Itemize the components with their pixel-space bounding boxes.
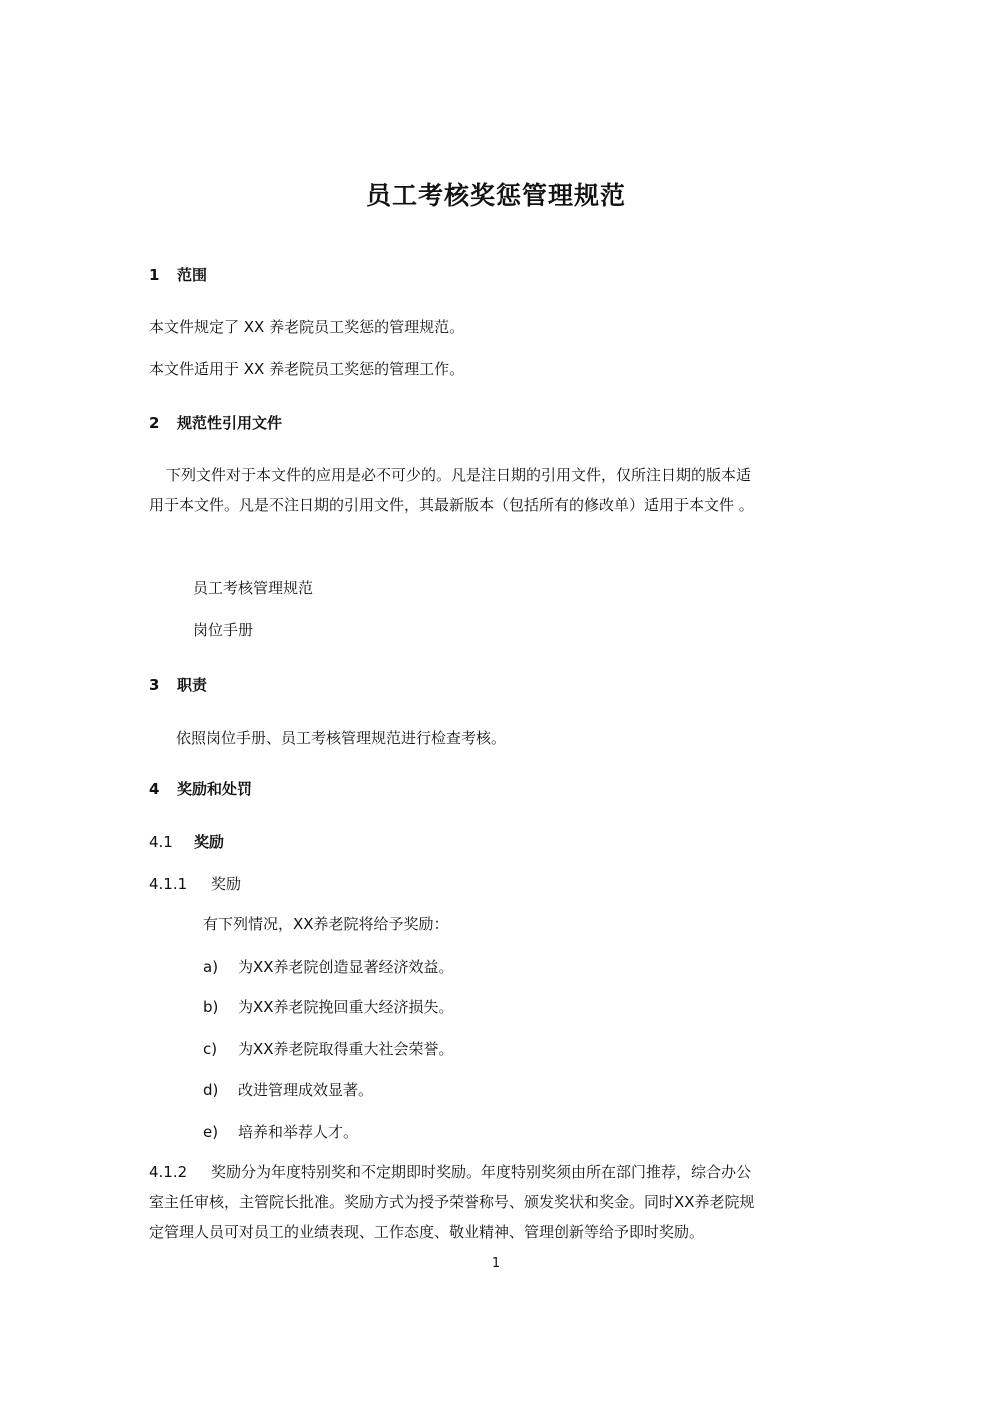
section-3-title: 职责 [177,676,208,694]
list-item-label: d) [203,1081,219,1099]
list-item-label: a) [203,958,219,976]
list-item [203,1038,454,1059]
section-1-heading [149,264,207,285]
section-3-heading [149,674,207,695]
section-4-1-1-number: 4.1.1 [149,875,188,893]
list-item-text: 改进管理成效显著。 [238,1081,374,1099]
section-4-1-2-line-1 [149,1161,751,1182]
section-4-1-heading [149,831,224,852]
scope-paragraph-1: 本文件规定了 XX 养老院员工奖惩的管理规范。 [149,318,465,336]
reference-item: 员工考核管理规范 [193,579,314,597]
list-item-text: 为XX养老院挽回重大经济损失。 [238,998,454,1016]
list-item [203,956,454,977]
section-4-number: 4 [149,780,160,798]
list-item-text: 培养和举荐人才。 [238,1123,359,1141]
section-4-1-2-text: 奖励分为年度特别奖和不定期即时奖励。年度特别奖须由所在部门推荐，综合办公 [211,1163,752,1181]
rewards-intro: 有下列情况，XX养老院将给予奖励： [203,915,449,933]
section-4-1-1-heading [149,873,241,894]
reference-item: 岗位手册 [193,621,254,639]
section-2-number: 2 [149,414,160,432]
list-item-text: 为XX养老院创造显著经济效益。 [238,958,454,976]
section-4-1-2-line-2: 室主任审核，主管院长批准。奖励方式为授予荣誉称号、颁发奖状和奖金。同时XX养老院规 [149,1193,755,1211]
section-4-heading [149,778,252,799]
section-1-number: 1 [149,266,160,284]
section-4-title: 奖励和处罚 [177,780,253,798]
section-4-1-number: 4.1 [149,833,173,851]
references-paragraph-line-2: 用于本文件。凡是不注日期的引用文件，其最新版本（包括所有的修改单）适用于本文件 。 [149,496,754,514]
section-2-title: 规范性引用文件 [177,414,283,432]
section-4-1-2-number: 4.1.2 [149,1163,188,1181]
list-item [203,996,454,1017]
section-4-1-title: 奖励 [194,833,225,851]
list-item-label: c) [203,1040,218,1058]
list-item-text: 为XX养老院取得重大社会荣誉。 [238,1040,454,1058]
section-3-number: 3 [149,676,160,694]
scope-paragraph-2: 本文件适用于 XX 养老院员工奖惩的管理工作。 [149,360,465,378]
section-4-1-1-title: 奖励 [211,875,242,893]
section-2-heading [149,412,282,433]
document-title: 员工考核奖惩管理规范 [365,181,626,210]
duties-paragraph: 依照岗位手册、员工考核管理规范进行检查考核。 [176,729,507,747]
section-1-title: 范围 [177,266,208,284]
list-item-label: b) [203,998,219,1016]
references-paragraph-line-1: 下列文件对于本文件的应用是必不可少的。凡是注日期的引用文件，仅所注日期的版本适 [166,466,752,484]
list-item [203,1079,373,1100]
section-4-1-2-line-3: 定管理人员可对员工的业绩表现、工作态度、敬业精神、管理创新等给予即时奖励。 [149,1223,705,1241]
list-item [203,1121,358,1142]
list-item-label: e) [203,1123,219,1141]
page-number: 1 [491,1256,501,1271]
